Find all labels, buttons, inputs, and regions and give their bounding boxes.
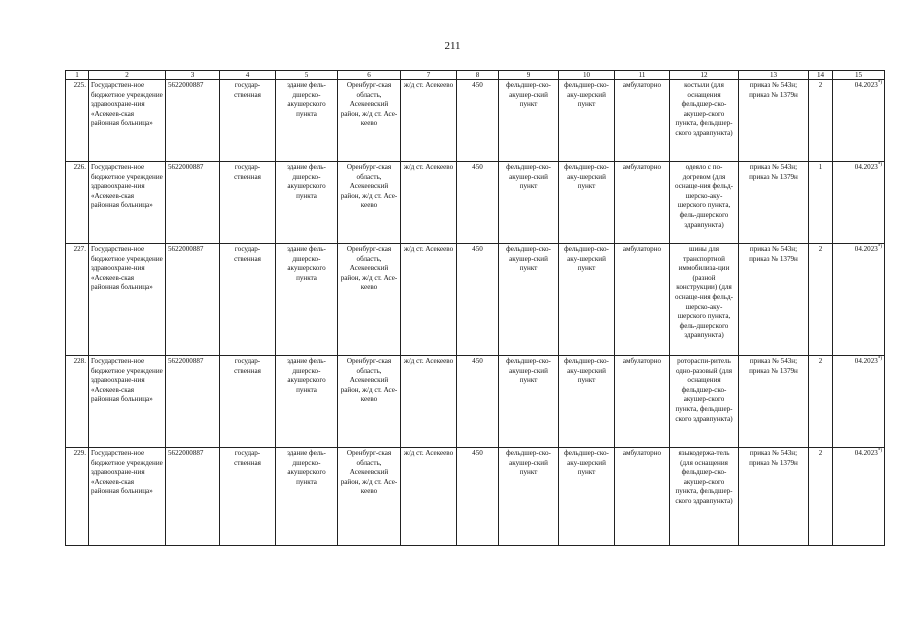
- building-cell: здание фель-дшерско-акушерского пункта: [276, 80, 338, 162]
- row-number-cell: 225.: [66, 80, 89, 162]
- row-number-cell: 226.: [66, 162, 89, 244]
- unit-cell: фельдшер-ско-акушер-ский пункт: [499, 162, 559, 244]
- inn-cell: 5622000887: [166, 162, 220, 244]
- ownership-cell: государ-ственная: [220, 356, 276, 448]
- column-header: 10: [559, 71, 615, 80]
- table-row: [66, 244, 885, 356]
- date-value: 04.2023: [854, 245, 878, 253]
- quantity-cell: 2: [809, 356, 833, 448]
- column-header: 1: [66, 71, 89, 80]
- table-row: [66, 162, 885, 244]
- building-cell: здание фель-дшерско-акушерского пункта: [276, 244, 338, 356]
- organization-cell: Государствен-ное бюджетное учреждение здравоохране-ния «Асекеев-ская районная больница»: [89, 244, 166, 356]
- station-cell: ж/д ст. Асекеево: [401, 356, 457, 448]
- unit-type-cell: фельдшер-ско-аку-шерский пункт: [559, 80, 615, 162]
- order-cell: приказ № 543н; приказ № 1379н: [739, 356, 809, 448]
- ownership-cell: государ-ственная: [220, 244, 276, 356]
- station-cell: ж/д ст. Асекеево: [401, 162, 457, 244]
- register-table: [65, 70, 885, 546]
- address-cell: Оренбург-ская область, Асекеевский район, ж/д ст. Асе-кеево: [338, 80, 401, 162]
- care-type-cell: амбулаторно: [615, 356, 670, 448]
- address-cell: Оренбург-ская область, Асекеевский район, ж/д ст. Асе-кеево: [338, 448, 401, 546]
- order-cell: приказ № 543н; приказ № 1379н: [739, 448, 809, 546]
- address-cell: Оренбург-ская область, Асекеевский район, ж/д ст. Асе-кеево: [338, 356, 401, 448]
- code-cell: 450: [457, 244, 499, 356]
- care-type-cell: амбулаторно: [615, 80, 670, 162]
- date-value: 04.2023: [854, 163, 878, 171]
- inn-cell: 5622000887: [166, 244, 220, 356]
- column-header: 9: [499, 71, 559, 80]
- column-header: 5: [276, 71, 338, 80]
- row-number-cell: 227.: [66, 244, 89, 356]
- organization-cell: Государствен-ное бюджетное учреждение здравоохране-ния «Асекеев-ская районная больница»: [89, 356, 166, 448]
- inn-cell: 5622000887: [166, 80, 220, 162]
- unit-cell: фельдшер-ско-акушер-ский пункт: [499, 244, 559, 356]
- table-row: [66, 80, 885, 162]
- footnote-mark: *): [877, 356, 882, 362]
- column-header: 6: [338, 71, 401, 80]
- equipment-cell: ротораспи-ритель одно-разовый (для оснащения фельдшер-ско-акушер-ского пункта, фельдшер-ского здравпункта): [670, 356, 739, 448]
- unit-type-cell: фельдшер-ско-аку-шерский пункт: [559, 448, 615, 546]
- inn-cell: 5622000887: [166, 356, 220, 448]
- station-cell: ж/д ст. Асекеево: [401, 448, 457, 546]
- footnote-mark: *): [877, 162, 882, 168]
- date-value: 04.2023: [854, 357, 878, 365]
- date-cell: [833, 162, 885, 244]
- ownership-cell: государ-ственная: [220, 162, 276, 244]
- code-cell: 450: [457, 80, 499, 162]
- quantity-cell: 1: [809, 162, 833, 244]
- care-type-cell: амбулаторно: [615, 448, 670, 546]
- organization-cell: Государствен-ное бюджетное учреждение здравоохране-ния «Асекеев-ская районная больница»: [89, 448, 166, 546]
- column-header: 15: [833, 71, 885, 80]
- order-cell: приказ № 543н; приказ № 1379н: [739, 80, 809, 162]
- inn-cell: 5622000887: [166, 448, 220, 546]
- ownership-cell: государ-ственная: [220, 448, 276, 546]
- column-header: 7: [401, 71, 457, 80]
- column-header: 13: [739, 71, 809, 80]
- header-row: [66, 71, 885, 80]
- unit-type-cell: фельдшер-ско-аку-шерский пункт: [559, 244, 615, 356]
- code-cell: 450: [457, 356, 499, 448]
- organization-cell: Государствен-ное бюджетное учреждение здравоохране-ния «Асекеев-ская районная больница»: [89, 162, 166, 244]
- care-type-cell: амбулаторно: [615, 162, 670, 244]
- equipment-cell: костыли (для оснащения фельдшер-ско-акушер-ского пункта, фельдшер-ского здравпункта): [670, 80, 739, 162]
- order-cell: приказ № 543н; приказ № 1379н: [739, 244, 809, 356]
- building-cell: здание фель-дшерско-акушерского пункта: [276, 162, 338, 244]
- date-value: 04.2023: [854, 81, 878, 89]
- column-header: 2: [89, 71, 166, 80]
- date-cell: [833, 80, 885, 162]
- footnote-mark: *): [877, 448, 882, 454]
- footnote-mark: *): [877, 244, 882, 250]
- quantity-cell: 2: [809, 244, 833, 356]
- table-row: [66, 448, 885, 546]
- column-header: 11: [615, 71, 670, 80]
- equipment-cell: одеяло с по-догревом (для оснаще-ния фельд-шерско-аку-шерского пункта, фель-дшерского здравпункта): [670, 162, 739, 244]
- code-cell: 450: [457, 162, 499, 244]
- date-cell: [833, 244, 885, 356]
- care-type-cell: амбулаторно: [615, 244, 670, 356]
- row-number-cell: 228.: [66, 356, 89, 448]
- address-cell: Оренбург-ская область, Асекеевский район, ж/д ст. Асе-кеево: [338, 244, 401, 356]
- equipment-cell: языкодержа-тель (для оснащения фельдшер-ско-акушер-ского пункта, фельдшер-ского здравпункта): [670, 448, 739, 546]
- building-cell: здание фель-дшерско-акушерского пункта: [276, 356, 338, 448]
- row-number-cell: 229.: [66, 448, 89, 546]
- building-cell: здание фель-дшерско-акушерского пункта: [276, 448, 338, 546]
- date-value: 04.2023: [854, 449, 878, 457]
- station-cell: ж/д ст. Асекеево: [401, 244, 457, 356]
- order-cell: приказ № 543н; приказ № 1379н: [739, 162, 809, 244]
- date-cell: [833, 448, 885, 546]
- unit-type-cell: фельдшер-ско-аку-шерский пункт: [559, 162, 615, 244]
- quantity-cell: 2: [809, 448, 833, 546]
- footnote-mark: *): [877, 80, 882, 86]
- equipment-cell: шины для транспортной иммобилиза-ции (разной конструкции) (для оснаще-ния фельд-шерско-аку-шерского пункта, фель-дшерского здравпункта): [670, 244, 739, 356]
- column-header: 12: [670, 71, 739, 80]
- unit-cell: фельдшер-ско-акушер-ский пункт: [499, 80, 559, 162]
- table-row: [66, 356, 885, 448]
- page-number: 211: [444, 40, 461, 52]
- unit-cell: фельдшер-ско-акушер-ский пункт: [499, 448, 559, 546]
- station-cell: ж/д ст. Асекеево: [401, 80, 457, 162]
- column-header: 8: [457, 71, 499, 80]
- organization-cell: Государствен-ное бюджетное учреждение здравоохране-ния «Асекеев-ская районная больница»: [89, 80, 166, 162]
- address-cell: Оренбург-ская область, Асекеевский район, ж/д ст. Асе-кеево: [338, 162, 401, 244]
- code-cell: 450: [457, 448, 499, 546]
- quantity-cell: 2: [809, 80, 833, 162]
- column-header: 14: [809, 71, 833, 80]
- unit-type-cell: фельдшер-ско-аку-шерский пункт: [559, 356, 615, 448]
- date-cell: [833, 356, 885, 448]
- column-header: 4: [220, 71, 276, 80]
- ownership-cell: государ-ственная: [220, 80, 276, 162]
- column-header: 3: [166, 71, 220, 80]
- unit-cell: фельдшер-ско-акушер-ский пункт: [499, 356, 559, 448]
